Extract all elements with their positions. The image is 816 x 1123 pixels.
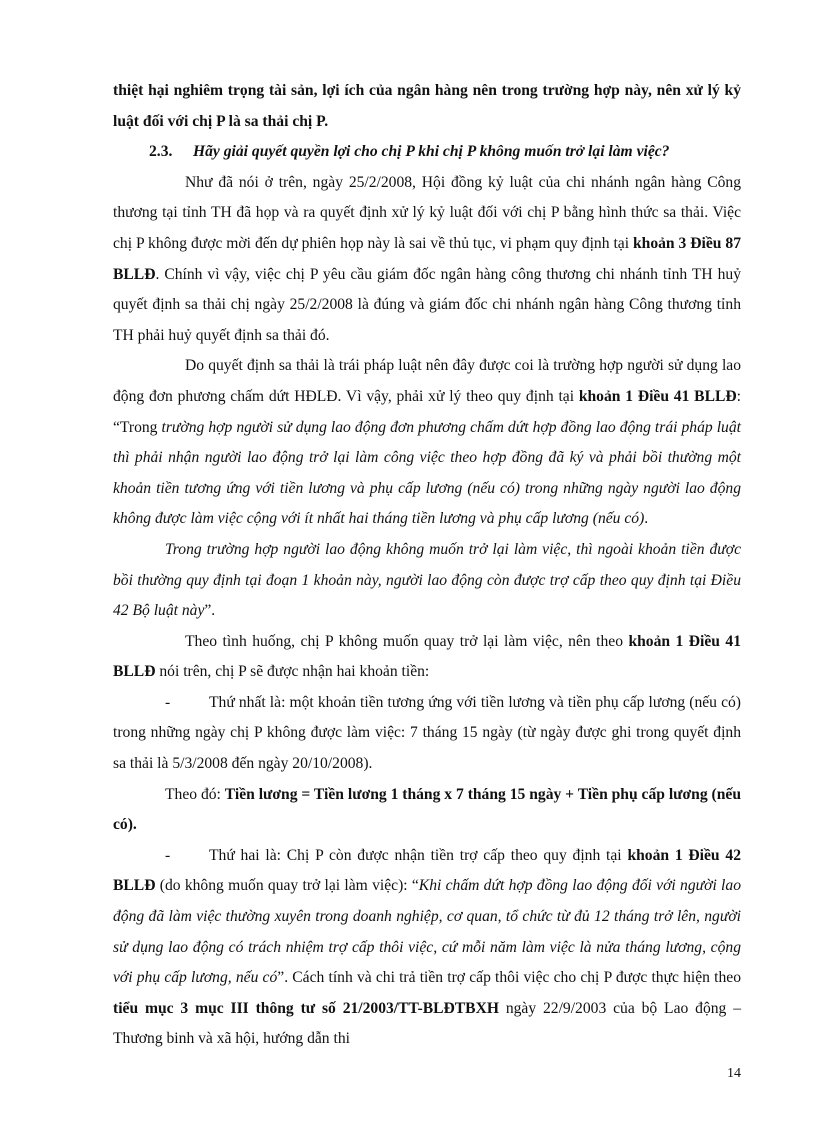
bullet-item-2-text-cont: ”. Cách tính và chi trả tiền trợ cấp thôi việc cho chị P được thực hiện theo [277,969,742,987]
paragraph-1 [113,76,741,137]
bullet-item-2 [113,841,741,1055]
quote-close: ”. [204,602,216,620]
legal-quote: Khi chấm dứt hợp đồng lao động đối với người lao động đã làm việc thường xuyên trong doanh nghiệp, cơ quan, tổ chức từ đủ 12 tháng trở lên, người sử dụng lao động có trách nhiệm trợ cấp thôi việc, cứ mỗi năm làm việc là nửa tháng lương, cộng với phụ cấp lương, nếu có [113,877,741,987]
section-number: 2.3. [149,143,173,161]
paragraph-2-text: Như đã nói ở trên, ngày 25/2/2008, Hội đồng kỷ luật của chi nhánh ngân hàng Công thương tại tỉnh TH đã họp và ra quyết định xử lý kỷ luật đối với chị P bằng hình thức sa thải. Việc chị P không được mời đến dự phiên họp này là sai về thủ tục, vi phạm quy định tại [113,173,741,252]
bullet-dash: - [165,846,171,864]
paragraph-3 [113,351,741,535]
bullet-item-2-text: Thứ hai là: Chị P còn được nhận tiền trợ cấp theo quy định tại [209,846,628,864]
legal-quote: Trong trường hợp người lao động không muốn trở lại làm việc, thì ngoài khoản tiền được bồi thường quy định tại đoạn 1 khoản này, người lao động còn được trợ cấp theo quy định tại Điều 42 Bộ luật này [113,540,741,620]
paragraph-4 [113,535,741,627]
bullet-item-1 [113,688,741,780]
paragraph-1-text: thiệt hại nghiêm trọng tài sản, lợi ích của ngân hàng nên trong trường hợp này, nên xử lý kỷ luật đối với chị P là sa thải chị P. [113,82,741,130]
document-page [113,76,741,1055]
salary-formula: Tiền lương = Tiền lương 1 tháng x 7 tháng 15 ngày + Tiền phụ cấp lương (nếu có). [113,785,742,834]
paragraph-3-text: Do quyết định sa thải là trái pháp luật nên đây được coi là trường hợp người sử dụng lao động đơn phương chấm dứt HĐLĐ. Vì vậy, phải xử lý theo quy định tại [113,357,741,405]
bullet-item-1-text: Thứ nhất là: một khoản tiền tương ứng với tiền lương và tiền phụ cấp lương (nếu có) trong những ngày chị P không được làm việc: 7 tháng 15 ngày (từ ngày được ghi trong quyết định sa thải là 5/3/2008 đến ngày 20/10/2008). [113,693,741,773]
bullet-dash: - [165,693,171,711]
section-title: Hãy giải quyết quyền lợi cho chị P khi chị P không muốn trở lại làm việc? [193,143,670,161]
paragraph-7 [113,780,741,841]
page-number: 14 [727,1066,741,1081]
paragraph-5-text: Theo tình huống, chị P không muốn quay trở lại làm việc, nên theo [185,632,629,650]
legal-ref: khoản 3 Điều 87 BLLĐ [113,234,741,283]
paragraph-5-text-cont: nói trên, chị P sẽ được nhận hai khoản tiền: [155,663,430,681]
legal-quote: trường hợp người sử dụng lao động đơn phương chấm dứt hợp đồng lao động trái pháp luật thì phải nhận người lao động trở lại làm công việc theo hợp đồng đã ký và phải bồi thường một khoản tiền tương ứng với tiền lương và phụ cấp lương (nếu có) trong những ngày người lao động không được làm việc cộng với ít nhất hai tháng tiền lương và phụ cấp lương (nếu có) [113,418,741,528]
legal-ref: khoản 1 Điều 42 BLLĐ [113,846,741,895]
quote-open: : “Trong [113,387,741,436]
paragraph-2-text-cont: . Chính vì vậy, việc chị P yêu cầu giám đốc ngân hàng công thương chi nhánh tỉnh TH huỷ quyết định sa thải chị ngày 25/2/2008 là đúng và giám đốc chi nhánh ngân hàng Công thương tỉnh TH phải huỷ quyết định sa thải đó. [113,265,741,344]
paragraph-7-lead: Theo đó: [165,785,225,803]
legal-ref: khoản 1 Điều 41 BLLĐ [578,387,737,405]
bullet-item-2-text-cont: (do không muốn quay trở lại làm việc): “ [155,877,419,895]
bullet-item-2-text-end: ngày 22/9/2003 của bộ Lao động – Thương binh và xã hội, hướng dẫn thi [113,999,741,1048]
paragraph-5 [113,627,741,688]
legal-ref: khoản 1 Điều 41 BLLĐ [113,632,741,681]
legal-ref: tiểu mục 3 mục III thông tư số 21/2003/TT-BLĐTBXH [113,999,499,1017]
paragraph-2 [113,168,741,352]
quote-punct: . [644,510,649,528]
section-heading-2-3 [113,137,741,168]
